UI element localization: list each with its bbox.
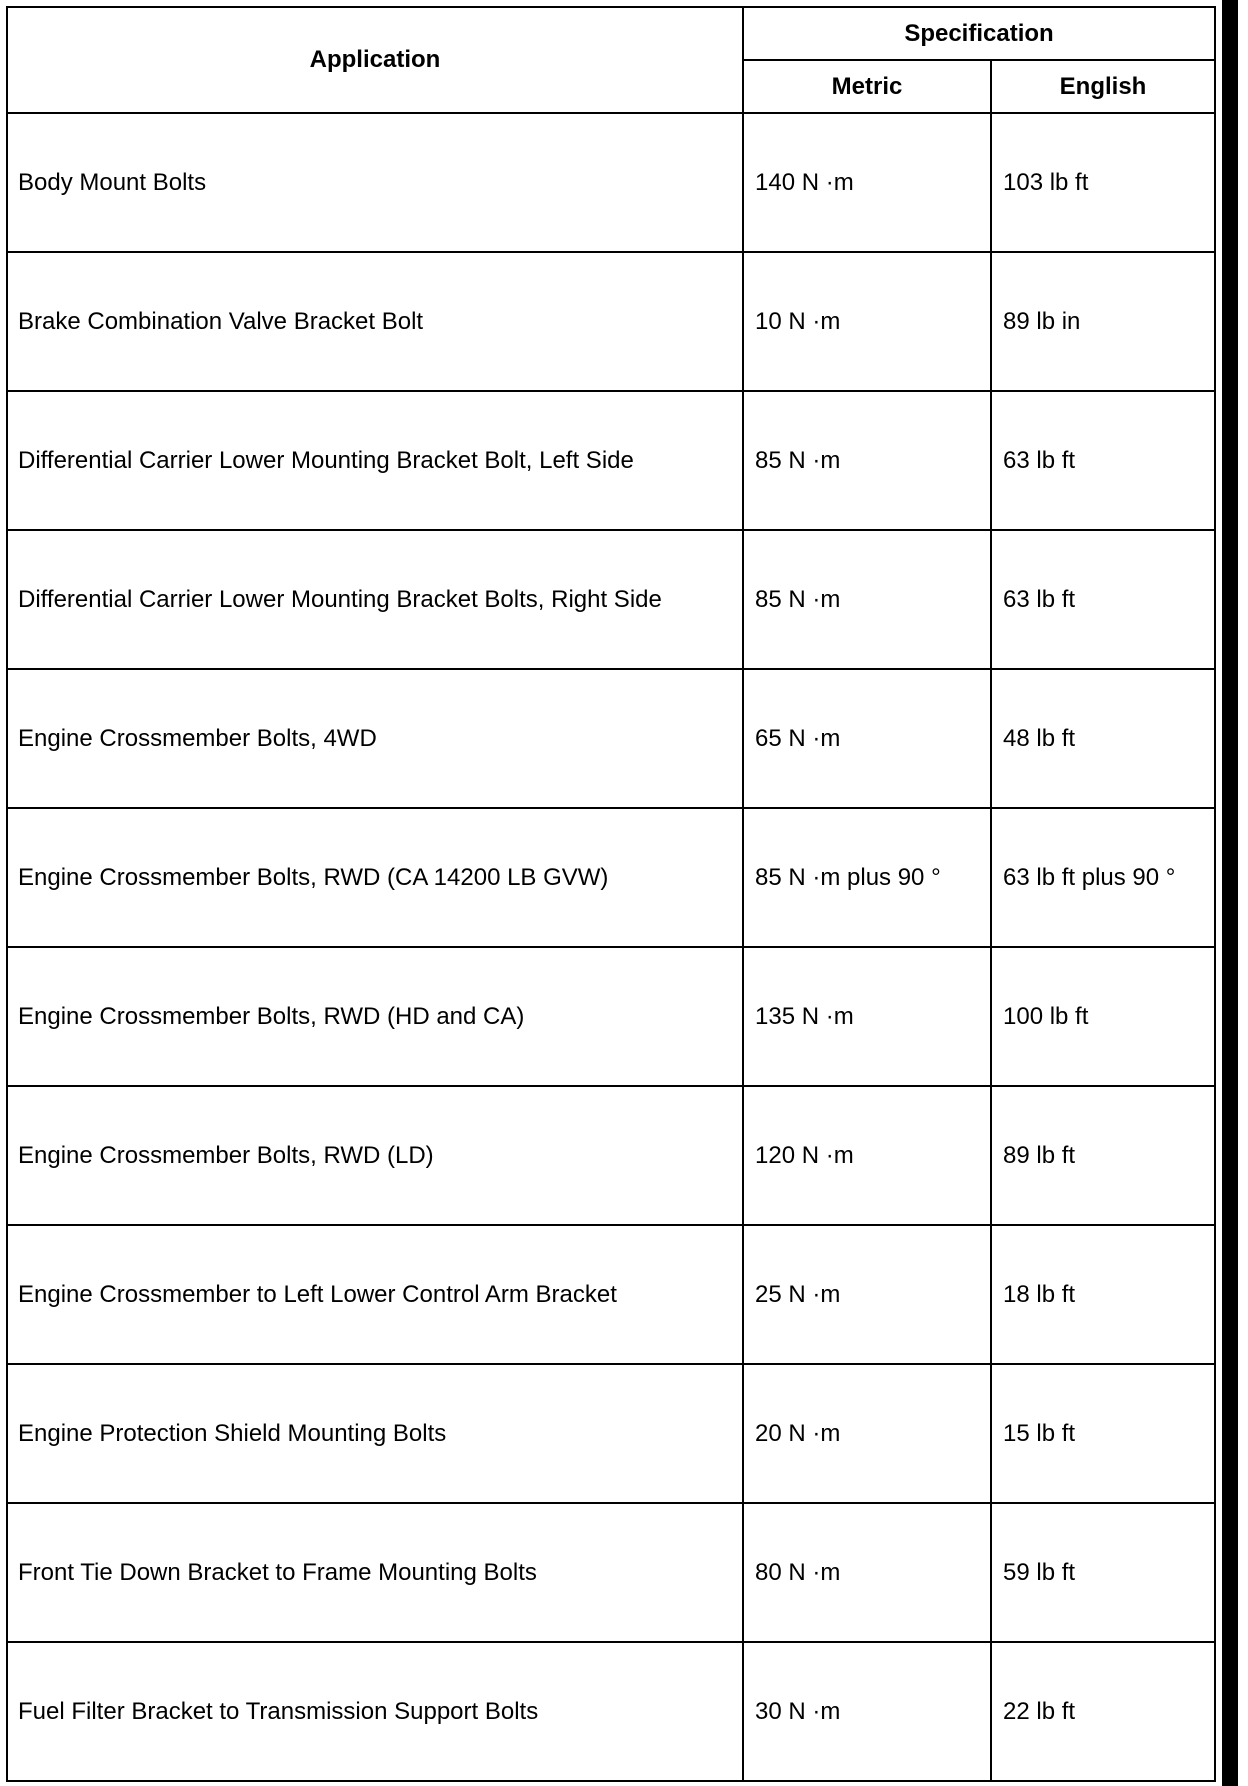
metric-cell: 65 N ·m — [743, 669, 991, 808]
table-row — [7, 808, 1215, 947]
metric-cell: 10 N ·m — [743, 252, 991, 391]
metric-cell: 25 N ·m — [743, 1225, 991, 1364]
english-cell: 22 lb ft — [991, 1642, 1215, 1781]
torque-spec-table — [6, 6, 1216, 1782]
header-application: Application — [7, 7, 743, 113]
english-cell: 18 lb ft — [991, 1225, 1215, 1364]
metric-cell: 20 N ·m — [743, 1364, 991, 1503]
table-row — [7, 1364, 1215, 1503]
english-cell: 63 lb ft — [991, 530, 1215, 669]
english-cell: 63 lb ft — [991, 391, 1215, 530]
application-cell: Engine Crossmember Bolts, RWD (CA 14200 LB GVW) — [7, 808, 743, 947]
header-row-1 — [7, 7, 1215, 60]
table-row — [7, 391, 1215, 530]
metric-cell: 85 N ·m — [743, 530, 991, 669]
table-row — [7, 530, 1215, 669]
english-cell: 89 lb ft — [991, 1086, 1215, 1225]
table-row — [7, 1503, 1215, 1642]
table-row — [7, 1086, 1215, 1225]
english-cell: 103 lb ft — [991, 113, 1215, 252]
application-cell: Engine Crossmember Bolts, RWD (LD) — [7, 1086, 743, 1225]
english-cell: 48 lb ft — [991, 669, 1215, 808]
table-row — [7, 669, 1215, 808]
header-specification: Specification — [743, 7, 1215, 60]
english-cell: 63 lb ft plus 90 ° — [991, 808, 1215, 947]
metric-cell: 80 N ·m — [743, 1503, 991, 1642]
metric-cell: 85 N ·m plus 90 ° — [743, 808, 991, 947]
application-cell: Body Mount Bolts — [7, 113, 743, 252]
application-cell: Engine Crossmember Bolts, RWD (HD and CA) — [7, 947, 743, 1086]
application-cell: Differential Carrier Lower Mounting Bracket Bolts, Right Side — [7, 530, 743, 669]
table-row — [7, 1225, 1215, 1364]
metric-cell: 120 N ·m — [743, 1086, 991, 1225]
metric-cell: 85 N ·m — [743, 391, 991, 530]
application-cell: Engine Protection Shield Mounting Bolts — [7, 1364, 743, 1503]
header-metric: Metric — [743, 60, 991, 113]
application-cell: Front Tie Down Bracket to Frame Mounting Bolts — [7, 1503, 743, 1642]
metric-cell: 30 N ·m — [743, 1642, 991, 1781]
application-cell: Engine Crossmember Bolts, 4WD — [7, 669, 743, 808]
right-edge-bar — [1222, 0, 1238, 1786]
header-english: English — [991, 60, 1215, 113]
table-row — [7, 947, 1215, 1086]
english-cell: 15 lb ft — [991, 1364, 1215, 1503]
application-cell: Engine Crossmember to Left Lower Control Arm Bracket — [7, 1225, 743, 1364]
application-cell: Brake Combination Valve Bracket Bolt — [7, 252, 743, 391]
english-cell: 100 lb ft — [991, 947, 1215, 1086]
english-cell: 89 lb in — [991, 252, 1215, 391]
table-row — [7, 113, 1215, 252]
table-row — [7, 1642, 1215, 1781]
english-cell: 59 lb ft — [991, 1503, 1215, 1642]
table-row — [7, 252, 1215, 391]
metric-cell: 135 N ·m — [743, 947, 991, 1086]
application-cell: Fuel Filter Bracket to Transmission Support Bolts — [7, 1642, 743, 1781]
metric-cell: 140 N ·m — [743, 113, 991, 252]
application-cell: Differential Carrier Lower Mounting Bracket Bolt, Left Side — [7, 391, 743, 530]
